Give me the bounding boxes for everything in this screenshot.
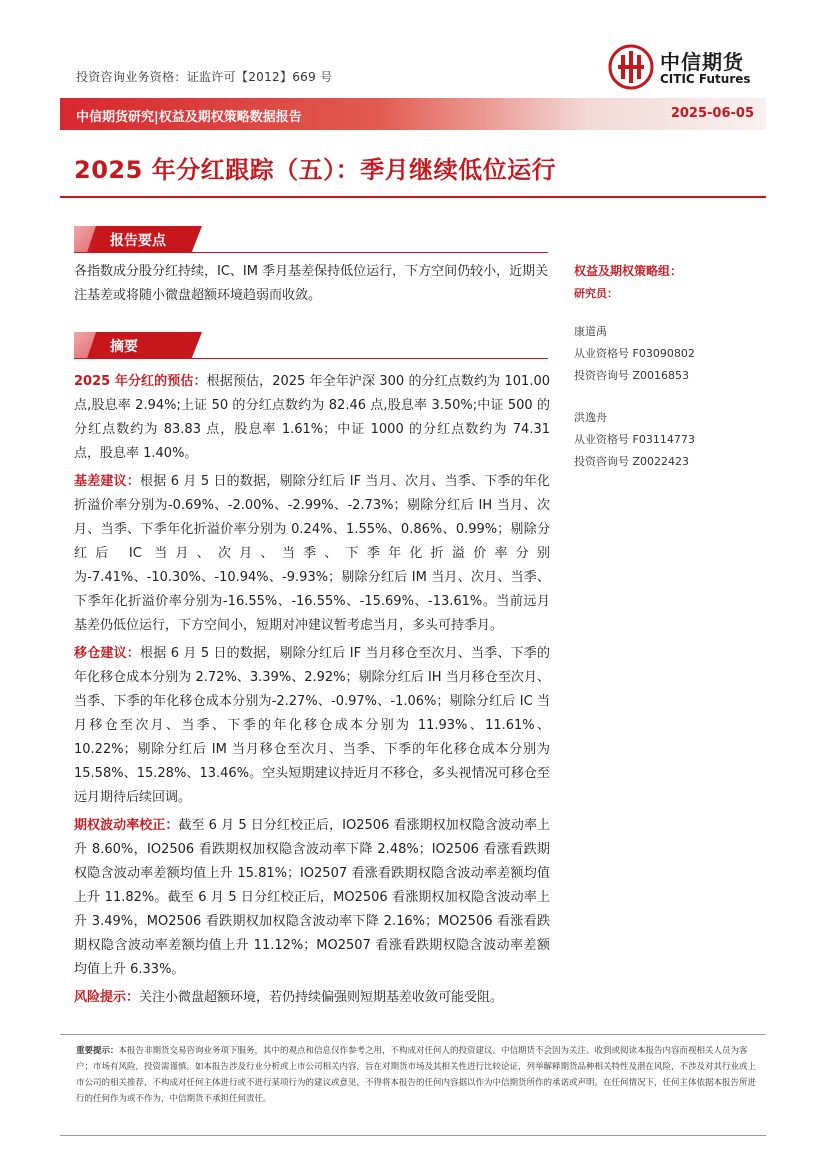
key-points-header: [74, 226, 548, 253]
analyst-qualification: [574, 345, 774, 361]
paragraph-label: 2025 年分红的预估：: [74, 374, 207, 389]
consulting-label: 投资咨询号: [574, 369, 629, 382]
paragraph-label: 风险提示：: [74, 990, 140, 1005]
paragraph-label: 移仓建议：: [74, 646, 140, 661]
report-banner: [60, 98, 766, 130]
citic-logo-icon: [608, 44, 654, 90]
summary-paragraph: [74, 642, 550, 810]
paragraph-text: 根据 6 月 5 日的数据，剔除分红后 IF 当月、次月、当季、下季的年化折溢价率分别为-0.69%、-2.00%、-2.99%、-2.73%；剔除分红后 IH 当月、次月、当季、下季年化折溢价率分别为 0.24%、1.55%、0.86%、0.99%；剔除分红后 IC 当月、次月、当季、下季年化折溢价率分别为-7.41%、-10.30%、-10.94%、-9.93%；剔除分红后 IM 当月、次月、当季、下季年化折溢价率分别为-16.55%、-16.55%、-15.69%、-13.61%。当前远月基差仍低位运行，下方空间小，短期对冲建议暂考虑当月，多头可持季月。: [74, 474, 550, 633]
logo-name-cn: 中信期货: [660, 50, 744, 74]
report-title: 2025 年分红跟踪（五）：季月继续低位运行: [74, 156, 557, 184]
disclaimer-body: 本报告非期货交易咨询业务项下服务，其中的观点和信息仅作参考之用，不构成对任何人的投资建议。中信期货不会因为关注、收到或阅读本报告内容而视相关人员为客户；市场有风险，投资需谨慎。如本报告涉及行业分析或上市公司相关内容，旨在对期货市场及其相关性进行比较论证，列举解释期货品种相关特性及潜在风险，不涉及对其行业或上市公司的相关推荐，不构成对任何主体进行或不进行某项行为的建议或意见，不得将本报告的任何内容据以作为中信期货所作的承诺或声明。在任何情况下，任何主体依据本报告所进行的任何作为或不作为，中信期货不承担任何责任。: [76, 1046, 757, 1104]
analyst-consulting: [574, 367, 774, 383]
summary-paragraph: [74, 470, 550, 638]
consulting-label: 投资咨询号: [574, 455, 629, 468]
summary-paragraph: [74, 986, 550, 1010]
analyst-name: 康道禹: [574, 325, 607, 338]
company-logo: [608, 44, 768, 96]
key-points-text: 各指数成分股分红持续，IC、IM 季月基差保持低位运行，下方空间仍较小，近期关注基差或将随小微盘超额环境趋弱而收敛。: [74, 264, 549, 303]
disclaimer-text: [76, 1043, 756, 1107]
paragraph-label: 基差建议：: [74, 474, 140, 489]
consulting-number: Z0022423: [632, 455, 690, 468]
analyst-qualification: [574, 431, 774, 447]
key-points-label: 报告要点: [110, 233, 166, 249]
summary-header: [74, 332, 548, 359]
paragraph-text: 根据 6 月 5 日的数据，剔除分红后 IF 当月移仓至次月、当季、下季的年化移仓成本分别为 2.72%、3.39%、2.92%；剔除分红后 IH 当月移仓至次月、当季、下季的年化移仓成本分别为-2.27%、-0.97%、-1.06%；剔除分红后 IC 当月移仓至次月、当季、下季的年化移仓成本分别为 11.93%、11.61%、10.22%；剔除分红后 IM 当月移仓至次月、当季、下季的年化移仓成本分别为 15.58%、15.28%、13.46%。空头短期建议持近月不移仓，多头视情况可移仓至远月期待后续回调。: [74, 646, 550, 805]
analyst-sidebar: [574, 262, 774, 469]
paragraph-text: 根据预估，2025 年全年沪深 300 的分红点数约为 101.00 点,股息率 2.94%;上证 50 的分红点数约为 82.46 点,股息率 3.50%;中证 500 的分红点数约为 83.83 点，股息率 1.61%；中证 1000 的分红点数约为 74.31 点，股息率 1.40%。: [74, 374, 550, 461]
summary-label: 摘要: [110, 339, 138, 355]
banner-report-series: 中信期货研究|权益及期权策略数据报告: [76, 110, 302, 125]
logo-name-en: CITIC Futures: [660, 72, 751, 86]
paragraph-text: 截至 6 月 5 日分红校正后，IO2506 看涨期权加权隐含波动率上升 8.60%，IO2506 看跌期权加权隐含波动率下降 2.48%；IO2506 看涨看跌期权隐含波动率差额均值上升 15.81%；IO2507 看涨看跌期权隐含波动率差额均值上升 11.82%。截至 6 月 5 日分红校正后，MO2506 看涨期权加权隐含波动率上升 3.49%，MO2506 看跌期权加权隐含波动率下降 2.16%；MO2506 看涨看跌期权隐含波动率差额均值上升 11.12%；MO2507 看涨看跌期权隐含波动率差额均值上升 6.33%。: [74, 818, 550, 977]
qualification-number: F03114773: [632, 433, 695, 446]
disclaimer-box: [60, 1034, 766, 1136]
team-name: 权益及期权策略组：: [574, 264, 683, 278]
qualification-label: 从业资格号: [574, 347, 629, 360]
qualification-label: 从业资格号: [574, 433, 629, 446]
analyst-consulting: [574, 453, 774, 469]
summary-paragraph: [74, 370, 550, 466]
role-label: 研究员：: [574, 287, 618, 300]
city-skyline-graphic: [490, 198, 826, 228]
paragraph-label: 期权波动率校正：: [74, 818, 179, 833]
summary-paragraph: [74, 814, 550, 982]
consulting-number: Z0016853: [632, 369, 690, 382]
analyst-name: 洪逸舟: [574, 411, 607, 424]
qualification-number: F03090802: [632, 347, 695, 360]
title-divider: [60, 196, 766, 198]
disclaimer-label: 重要提示：: [76, 1046, 119, 1056]
paragraph-text: 关注小微盘超额环境，若仍持续偏强则短期基差收敛可能受阻。: [139, 990, 504, 1005]
license-text: 投资咨询业务资格：证监许可【2012】669 号: [76, 70, 333, 84]
summary-body: [74, 370, 550, 1014]
report-date: 2025-06-05: [670, 106, 754, 121]
